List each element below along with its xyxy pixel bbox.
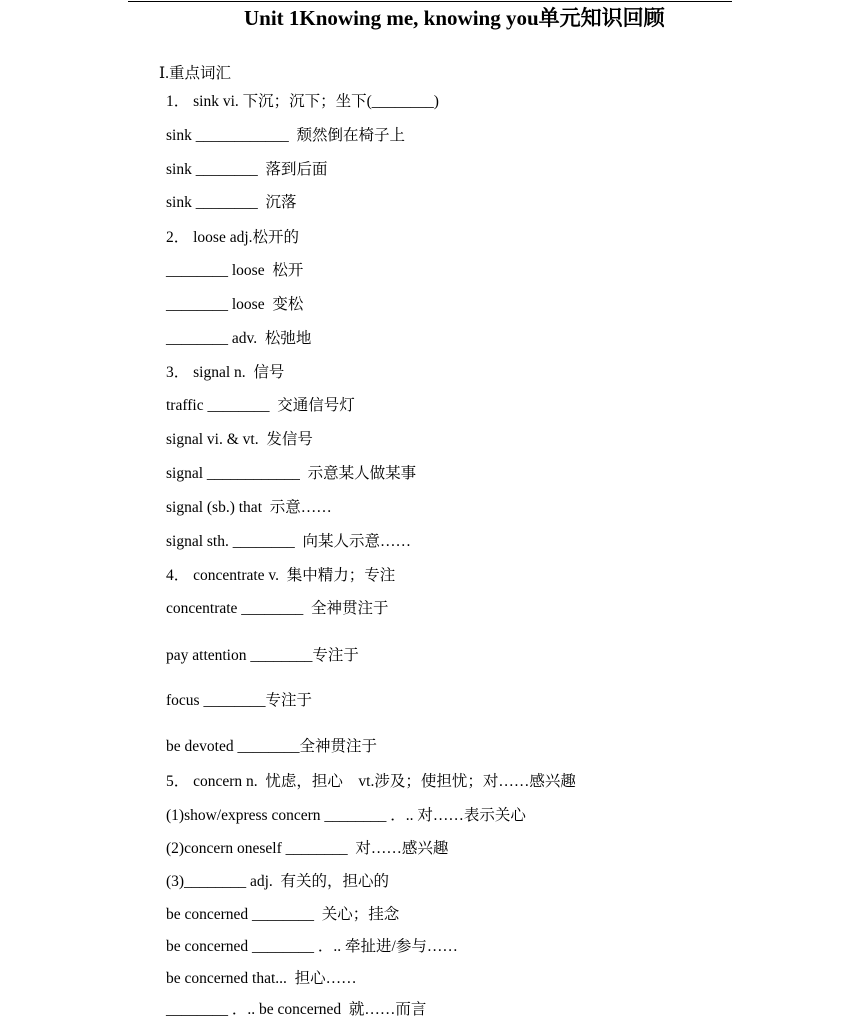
vocab-line: (1)show/express concern ________ ．.. 对……表示关心 (166, 807, 526, 824)
vocab-line: sink ____________ 颓然倒在椅子上 (166, 127, 405, 144)
vocab-line: (3)________ adj. 有关的，担心的 (166, 873, 390, 890)
vocab-line: 5． concern n. 忧虑，担心 vt.涉及；使担忧；对……感兴趣 (166, 773, 576, 790)
vocab-line: signal ____________ 示意某人做某事 (166, 465, 417, 482)
vocab-line: ________ ．.. be concerned 就……而言 (166, 1001, 427, 1018)
vocab-line: 1． sink vi. 下沉；沉下；坐下(________) (166, 93, 439, 110)
vocab-line: focus ________专注于 (166, 692, 312, 709)
vocab-line: (2)concern oneself ________ 对……感兴趣 (166, 840, 449, 857)
document-title: Unit 1Knowing me, knowing you单元知识回顾 (244, 6, 665, 30)
vocab-line: signal vi. & vt. 发信号 (166, 431, 313, 448)
vocab-line: 2． loose adj.松开的 (166, 229, 300, 246)
vocab-line: 3． signal n. 信号 (166, 364, 285, 381)
section-title: Ⅰ.重点词汇 (159, 65, 231, 82)
vocab-line: sink ________ 落到后面 (166, 161, 328, 178)
vocab-line: be concerned ________ 关心；挂念 (166, 906, 400, 923)
vocab-line: be devoted ________全神贯注于 (166, 738, 377, 755)
vocab-line: sink ________ 沉落 (166, 194, 297, 211)
vocab-line: 4． concentrate v. 集中精力；专注 (166, 567, 396, 584)
vocab-line: traffic ________ 交通信号灯 (166, 397, 355, 414)
vocab-line: ________ loose 变松 (166, 296, 304, 313)
vocab-line: ________ loose 松开 (166, 262, 304, 279)
vocab-line: pay attention ________专注于 (166, 647, 359, 664)
vocab-line: be concerned ________ ．.. 牵扯进/参与…… (166, 938, 458, 955)
vocab-line: concentrate ________ 全神贯注于 (166, 600, 389, 617)
vocab-line: signal (sb.) that 示意…… (166, 499, 332, 516)
vocab-line: signal sth. ________ 向某人示意…… (166, 533, 411, 550)
vocab-line: ________ adv. 松弛地 (166, 330, 312, 347)
vocab-line: be concerned that... 担心…… (166, 970, 357, 987)
